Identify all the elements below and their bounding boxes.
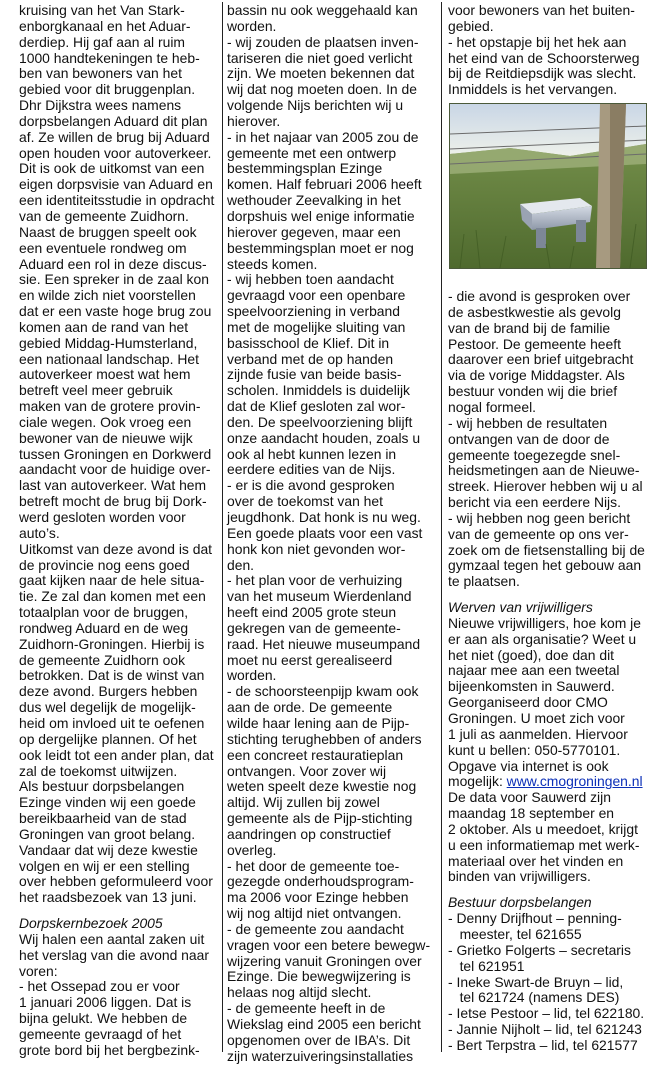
text-line: Wiekslag eind 2005 een bericht — [227, 1016, 421, 1032]
text-line: de gemeente Zuidhorn ook — [19, 651, 186, 668]
board-member-line: - Denny Drijfhout – penning- — [448, 910, 622, 927]
text-line: volgen en wij er een stelling — [19, 857, 190, 874]
text-line: ben van bewoners van het — [19, 65, 182, 82]
text-line: dorpshuis wel enige informatie — [227, 207, 415, 224]
text-line: den. De speelvoorziening blijft — [227, 413, 413, 430]
text-line: last van autoverkeer. Wat hem — [19, 477, 207, 494]
board-member-line: tel 621951 — [448, 957, 525, 974]
board-member-line: - Ietse Pestoor – lid, tel 622180. — [448, 1005, 645, 1022]
text-line: sie. Een spreker in de zaal kon — [19, 271, 209, 288]
text-line: jeugdhonk. Dat honk is nu weg. — [227, 509, 421, 525]
text-line: bij de Reitdiepsdijk was slecht. — [448, 65, 637, 82]
text-line: komen. Half februari 2006 heeft — [227, 176, 422, 193]
text-line: voren: — [19, 962, 58, 979]
text-line: heid om invloed uit te oefenen — [19, 714, 205, 731]
text-line: met de mogelijke sluiting van — [227, 318, 406, 335]
text-line: Opgave via internet is ook — [448, 757, 609, 774]
text-line: totaalplan voor de bruggen, — [19, 604, 189, 621]
text-line: daarover een brief uitgebracht — [448, 351, 634, 368]
text-line: deze avond. Burgers hebben — [19, 683, 198, 700]
column-1-body — [19, 3, 219, 906]
text-line: De data voor Sauwerd zijn — [448, 789, 611, 806]
text-line: gevraagd voor een openbare — [227, 287, 406, 304]
text-line: een identiteitsstudie in opdracht — [19, 192, 215, 209]
text-line: af. Ze willen de brug bij Aduard — [19, 128, 210, 145]
text-line: betreft mocht de brug bij Dork- — [19, 493, 207, 510]
text-line: de asbestkwestie als gevolg — [448, 303, 621, 320]
board-member-line: - Grietko Folgerts – secretaris — [448, 941, 631, 958]
text-line: wethouder Zeevalking in het — [227, 192, 401, 209]
text-line: - wij hebben de resultaten — [448, 414, 608, 431]
text-line: ook leidt tot een ander plan, dat — [19, 746, 214, 763]
text-line: Groningen. U moet zich voor — [448, 710, 625, 726]
text-line: tie. Ze zal dan komen met een — [19, 588, 206, 605]
text-line: Uitkomst van deze avond is dat — [19, 540, 213, 557]
text-line: gemeente als de Pijp-stichting — [227, 810, 413, 827]
board-member-line: - Ineke Swart-de Bruyn – lid, — [448, 973, 624, 990]
section-heading-board: Bestuur dorpsbelangen — [448, 894, 592, 911]
board-members-list — [448, 911, 652, 1054]
text-line: op dergelijke plannen. Of het — [19, 730, 197, 747]
text-line: - het Ossepad zou er voor — [19, 978, 180, 995]
text-line: gaat kijken naar de hele situa- — [19, 572, 205, 589]
column-3-body-top — [448, 3, 652, 98]
board-member-line: meester, tel 621655 — [448, 925, 582, 942]
text-line: nogal formeel. — [448, 398, 537, 415]
text-line: - het plan voor de verhuizing — [227, 572, 403, 589]
text-line: het eind van de Schoorsterweg — [448, 49, 640, 66]
text-line: dorpsbelangen Aduard dit plan — [19, 112, 208, 129]
text-line: u een informatiemap met werk- — [448, 836, 640, 853]
text-line: en wilde zich niet voorstellen — [19, 287, 196, 304]
text-line: een nationaal landschap. Het — [19, 350, 199, 367]
text-line: wij dat nog moeten doen. In de — [227, 81, 417, 98]
text-line: autoverkeer moest wat hem — [19, 366, 191, 383]
text-line: de provincie nog eens goed — [19, 556, 190, 573]
text-line: van het museum Wierdenland — [227, 588, 412, 605]
text-line: zijn waterzuiveringsinstallaties — [227, 1047, 414, 1064]
text-line: den. — [227, 556, 255, 573]
text-line: - het opstapje bij het hek aan — [448, 33, 627, 50]
text-line: dat de Klief gesloten zal wor- — [227, 398, 406, 415]
column-3 — [448, 3, 652, 1054]
text-line: bestemmingsplan Ezinge — [227, 160, 383, 177]
text-line: gemeente met een ontwerp — [227, 144, 397, 161]
section-heading-dorpskernbezoek: Dorpskernbezoek 2005 — [19, 915, 163, 932]
photo-stone-step — [449, 103, 647, 269]
text-line: raad. Het nieuwe museumpand — [227, 635, 421, 652]
text-line: heidsmetingen aan de Nieuwe- — [448, 462, 640, 479]
text-line: enborgkanaal en het Aduar- — [19, 17, 191, 34]
text-line: eigen dorpsvisie van Aduard en — [19, 176, 213, 193]
text-line: 2 oktober. Als u meedoet, krijgt — [448, 820, 638, 837]
text-line: kruising van het Van Stark- — [19, 2, 185, 18]
text-line: overleg. — [227, 841, 277, 858]
text-line: weten speelt deze kwestie nog — [227, 778, 417, 795]
text-line: bericht via een eerdere Nijs. — [448, 494, 621, 511]
text-line: het raadsbezoek van 13 juni. — [19, 889, 197, 906]
text-line: Ezinge vinden wij een goede — [19, 794, 196, 811]
text-line: rondweg Aduard en de weg — [19, 619, 189, 636]
text-line: - de gemeente zou aandacht — [227, 920, 404, 937]
text-line: over hebben geformuleerd voor — [19, 873, 213, 890]
text-line: tariseren die niet goed verlicht — [227, 49, 413, 66]
column-3-body-mid — [448, 289, 652, 590]
text-line: - die avond is gesproken over — [448, 288, 631, 305]
text-line: worden. — [227, 667, 277, 684]
text-line: aan de orde. De gemeente — [227, 699, 393, 716]
text-line: gemeente gevraagd of het — [19, 1026, 182, 1042]
column-1-body-after — [19, 932, 219, 1059]
text-line: steeds komen. — [227, 255, 318, 272]
text-line: - wij hebben nog geen bericht — [448, 509, 631, 526]
text-line: scholen. Inmiddels is duidelijk — [227, 382, 410, 399]
column-rule-left — [222, 2, 223, 1052]
text-line: worden. — [227, 17, 277, 34]
text-line: bijeenkomsten in Sauwerd. — [448, 678, 615, 695]
board-member-line: - Bert Terpstra – lid, tel 621577 — [448, 1036, 638, 1053]
text-line: materiaal over het vinden en — [448, 852, 624, 869]
text-line: gebied voor dit bruggenplan. — [19, 81, 196, 98]
text-line: opgenomen over de IBA’s. Dit — [227, 1031, 411, 1048]
text-line: een concreet restauratieplan — [227, 746, 404, 763]
text-line: hierover gegeven, maar een — [227, 223, 401, 240]
text-line: van de gemeente op ons ver- — [448, 525, 629, 542]
text-line: onze aandacht houden, zoals u — [227, 429, 421, 446]
text-line: moet nu eerst gerealiseerd — [227, 651, 393, 668]
text-line: 1 januari 2006 liggen. Dat is — [19, 994, 192, 1011]
text-line: bereikbaarheid van de stad — [19, 810, 187, 827]
text-line: werd gesloten worden voor — [19, 509, 186, 525]
text-line: Inmiddels is het vervangen. — [448, 81, 618, 98]
text-line: 1 juli as aanmelden. Hiervoor — [448, 725, 628, 742]
text-line: van de brand bij de familie — [448, 319, 611, 336]
text-line: Ezinge. Die bewegwijzering is — [227, 968, 411, 985]
text-line: basisschool de Klief. Dit in — [227, 334, 390, 351]
board-member-line: tel 621724 (namens DES) — [448, 989, 620, 1006]
text-line: speelvoorziening in verband — [227, 303, 400, 320]
text-line: - wij hebben toen aandacht — [227, 271, 394, 288]
text-line: - het door de gemeente toe- — [227, 857, 400, 874]
text-line: Nieuwe vrijwilligers, hoe kom je — [448, 614, 641, 631]
text-line: Georganiseerd door CMO — [448, 694, 608, 711]
text-line: gymzaal tegen het gebouw aan — [448, 557, 642, 574]
text-line: van de gemeente Zuidhorn. — [19, 207, 189, 224]
text-line: gemeente toegezegde snel- — [448, 446, 621, 463]
text-line: ontvangen van de door de — [448, 430, 610, 447]
text-line: bewoner van de nieuwe wijk — [19, 429, 193, 446]
text-line: honk kon niet gevonden wor- — [227, 540, 406, 557]
text-line: volgende Nijs berichten wij u — [227, 97, 404, 114]
column-rule-right — [441, 2, 442, 1052]
text-line: een eventuele rondweg om — [19, 239, 187, 256]
photo-illustration — [450, 104, 646, 268]
text-line: Pestoor. De gemeente heeft — [448, 335, 621, 352]
text-line: verband met de op handen — [227, 350, 394, 367]
text-line: via de vorige Middagster. Als — [448, 367, 625, 384]
text-line: gebied Middag-Humsterland, — [19, 334, 198, 351]
text-line: Als bestuur dorpsbelangen — [19, 778, 185, 795]
text-line: gekregen van de gemeente- — [227, 619, 401, 636]
text-line: Vandaar dat wij deze kwestie — [19, 841, 198, 858]
text-line: - wij zouden de plaatsen inven- — [227, 33, 419, 50]
text-line: aandringen op constructief — [227, 825, 391, 842]
text-line: wilde haar lening aan de Pijp- — [227, 714, 410, 731]
volunteers-body — [448, 616, 652, 774]
text-line: wijzering vanuit Groningen over — [227, 952, 422, 969]
text-line: zijnde fusie van beide basis- — [227, 366, 402, 383]
text-line: Dit is ook de uitkomst van een — [19, 160, 205, 177]
text-line: binden van vrijwilligers. — [448, 868, 591, 885]
text-line: vragen voor een betere bewegw- — [227, 936, 431, 953]
text-line: betrokken. Dat is de winst van — [19, 667, 205, 684]
cmo-website-link[interactable]: www.cmogroningen.nl — [506, 773, 643, 790]
text-line: dus wel degelijk de mogelijk- — [19, 699, 196, 716]
text-line: voor bewoners van het buiten- — [448, 2, 635, 18]
text-line: dat er een vaste hoge brug zou — [19, 303, 212, 320]
text-line: stichting terughebben of anders — [227, 730, 422, 747]
text-line: Naast de bruggen speelt ook — [19, 223, 197, 240]
text-line: - de schoorsteenpijp kwam ook — [227, 683, 419, 700]
text-line: - er is die avond gesproken — [227, 477, 395, 494]
text-line: hierover. — [227, 112, 281, 129]
text-line: grote bord bij het bergbezink- — [19, 1041, 200, 1058]
text-line: bestemmingsplan moet er nog — [227, 239, 414, 256]
text-line: - in het najaar van 2005 zou de — [227, 128, 419, 145]
text-line: altijd. Wij zullen bij zowel — [227, 794, 380, 811]
text-line: open houden voor autoverkeer. — [19, 144, 212, 161]
text-line: kunt u bellen: 050-5770101. — [448, 741, 621, 758]
board-member-line: - Jannie Nijholt – lid, tel 621243 — [448, 1021, 642, 1038]
text-line: komen aan de rand van het — [19, 318, 189, 335]
text-line: bijna gelukt. We hebben de — [19, 1010, 188, 1027]
text-line: zal de toekomst uitwijzen. — [19, 762, 178, 779]
text-line: heeft eind 2005 grote steun — [227, 604, 397, 621]
text-line: ook al hebt kunnen lezen in — [227, 445, 397, 462]
column-1 — [19, 3, 219, 1059]
text-line: bestuur vonden wij die brief — [448, 383, 618, 400]
text-line: Groningen van groot belang. — [19, 825, 196, 842]
text-line: zijn. We moeten bekennen dat — [227, 65, 415, 82]
text-line: 1000 handtekeningen te heb- — [19, 49, 200, 66]
text-line: maken van de grotere provin- — [19, 398, 201, 415]
text-line: tussen Groningen en Dorkwerd — [19, 445, 212, 462]
text-line: Aduard een rol in deze discus- — [19, 255, 207, 272]
volunteers-body-after — [448, 790, 652, 885]
text-line: Dhr Dijkstra wees namens — [19, 97, 182, 114]
text-line: ciale wegen. Ook vroeg een — [19, 413, 192, 430]
text-line: derdiep. Hij gaf aan al ruim — [19, 33, 186, 50]
text-line: najaar mee aan een tweetal — [448, 662, 620, 679]
text-line: ontvangen. Voor zover wij — [227, 762, 387, 779]
text-line: streek. Hierover hebben wij u al — [448, 478, 643, 495]
text-line: zoek om de fietsenstalling bij de — [448, 541, 645, 558]
column-2 — [227, 3, 433, 1065]
text-line: aandacht voor de huidige over- — [19, 461, 211, 478]
text-line: ma 2006 voor Ezinge hebben — [227, 889, 409, 906]
text-line: het niet (goed), doe dan dit — [448, 646, 615, 663]
link-prefix: mogelijk: — [448, 773, 507, 790]
text-line: het verslag van die avond naar — [19, 946, 209, 963]
text-line: betreft veel meer gebruik — [19, 382, 173, 399]
text-line: er aan als organisatie? Weet u — [448, 630, 637, 647]
section-heading-volunteers: Werven van vrijwilligers — [448, 599, 593, 616]
text-line: over de toekomst van het — [227, 493, 383, 510]
text-line: Een goede plaats voor een vast — [227, 524, 423, 541]
text-line: auto’s. — [19, 524, 60, 541]
column-2-body — [227, 3, 433, 1065]
text-line: gezegde onderhoudsprogram- — [227, 873, 414, 890]
text-line: eerdere edities van de Nijs. — [227, 461, 396, 478]
text-line: bassin nu ook weggehaald kan — [227, 2, 418, 18]
text-line: wij nog altijd niet ontvangen. — [227, 905, 402, 922]
volunteers-link-line — [448, 774, 652, 790]
text-line: Wij halen een aantal zaken uit — [19, 930, 205, 947]
text-line: helaas nog altijd slecht. — [227, 984, 372, 1001]
text-line: - de gemeente heeft in de — [227, 1000, 386, 1017]
text-line: maandag 18 september en — [448, 805, 615, 822]
text-line: te plaatsen. — [448, 573, 520, 590]
text-line: Zuidhorn-Groningen. Hierbij is — [19, 635, 205, 652]
text-line: gebied. — [448, 17, 494, 34]
